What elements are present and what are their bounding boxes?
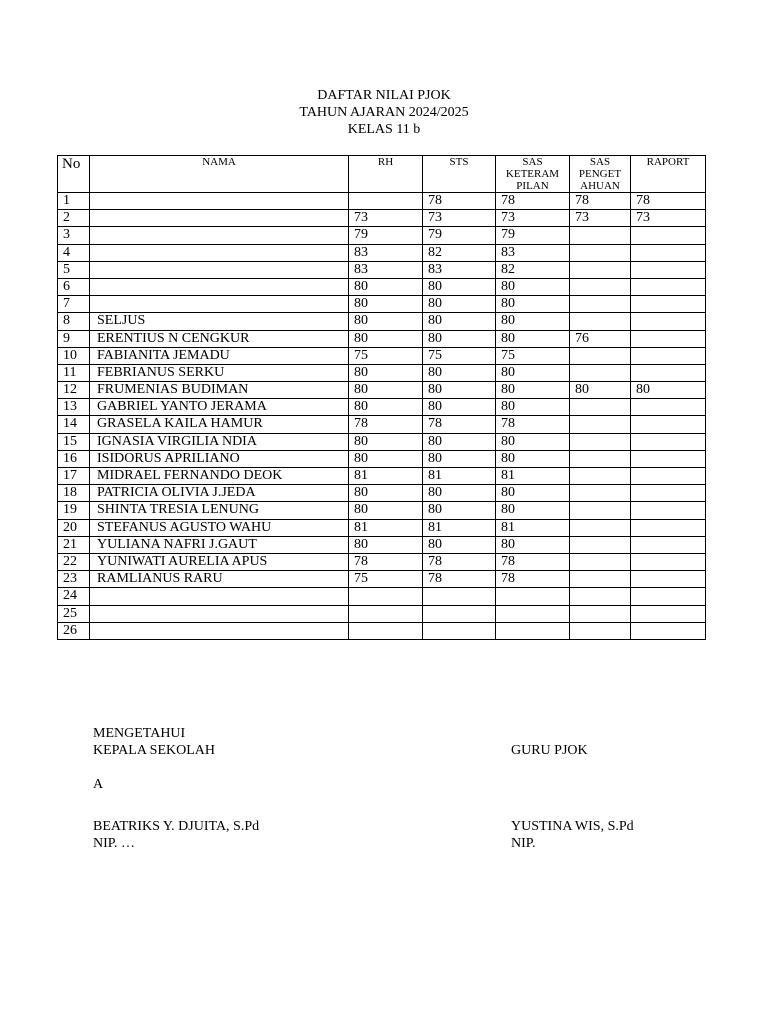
table-cell: 81 xyxy=(423,468,496,485)
table-cell: 80 xyxy=(349,330,423,347)
table-cell: PATRICIA OLIVIA J.JEDA xyxy=(90,485,349,502)
table-cell xyxy=(631,536,706,553)
table-cell: 24 xyxy=(58,588,90,605)
table-cell: 80 xyxy=(496,296,570,313)
table-row xyxy=(58,553,706,570)
table-cell: SELJUS xyxy=(90,313,349,330)
table-cell: 80 xyxy=(496,536,570,553)
column-header: No xyxy=(58,156,90,193)
table-cell: 83 xyxy=(349,261,423,278)
table-cell xyxy=(570,536,631,553)
table-cell: 80 xyxy=(423,296,496,313)
table-cell: 80 xyxy=(496,313,570,330)
table-cell xyxy=(423,622,496,639)
table-cell xyxy=(570,399,631,416)
table-cell: 81 xyxy=(423,519,496,536)
table-cell: 25 xyxy=(58,605,90,622)
table-cell: 80 xyxy=(496,450,570,467)
table-cell: 78 xyxy=(496,416,570,433)
table-cell xyxy=(631,261,706,278)
table-cell: 10 xyxy=(58,347,90,364)
table-cell: 73 xyxy=(496,210,570,227)
table-cell: ERENTIUS N CENGKUR xyxy=(90,330,349,347)
table-cell: 3 xyxy=(58,227,90,244)
table-cell: 81 xyxy=(349,468,423,485)
table-row xyxy=(58,382,706,399)
teacher-name: YUSTINA WIS, S.Pd xyxy=(511,819,634,834)
table-cell: 80 xyxy=(349,536,423,553)
table-cell: 73 xyxy=(631,210,706,227)
table-cell: 20 xyxy=(58,519,90,536)
table-cell: 80 xyxy=(496,433,570,450)
table-cell: 80 xyxy=(423,278,496,295)
table-cell xyxy=(90,244,349,261)
table-cell: 80 xyxy=(423,502,496,519)
table-cell: 12 xyxy=(58,382,90,399)
table-cell xyxy=(570,468,631,485)
table-cell xyxy=(570,227,631,244)
table-cell: 81 xyxy=(349,519,423,536)
table-cell xyxy=(631,553,706,570)
table-row xyxy=(58,468,706,485)
table-cell: 1 xyxy=(58,193,90,210)
table-cell: 80 xyxy=(423,364,496,381)
table-cell: 82 xyxy=(423,244,496,261)
signature-left xyxy=(93,725,259,852)
table-cell: 83 xyxy=(349,244,423,261)
table-cell: FRUMENIAS BUDIMAN xyxy=(90,382,349,399)
table-cell: 80 xyxy=(631,382,706,399)
table-cell xyxy=(90,296,349,313)
column-header: NAMA xyxy=(90,156,349,193)
table-cell xyxy=(631,571,706,588)
table-cell xyxy=(90,622,349,639)
table-cell: 80 xyxy=(423,399,496,416)
table-cell xyxy=(570,261,631,278)
table-cell: 17 xyxy=(58,468,90,485)
table-cell xyxy=(631,450,706,467)
table-cell: 80 xyxy=(496,399,570,416)
table-cell: 75 xyxy=(423,347,496,364)
table-cell: 78 xyxy=(496,193,570,210)
column-header: SAS PENGET AHUAN xyxy=(570,156,631,193)
table-cell: 80 xyxy=(496,382,570,399)
table-row xyxy=(58,502,706,519)
table-cell: GABRIEL YANTO JERAMA xyxy=(90,399,349,416)
principal-name: BEATRIKS Y. DJUITA, S.Pd xyxy=(93,819,260,834)
table-cell xyxy=(90,227,349,244)
table-row xyxy=(58,571,706,588)
table-cell xyxy=(349,193,423,210)
table-cell: 80 xyxy=(349,433,423,450)
table-row xyxy=(58,622,706,639)
table-cell: 78 xyxy=(423,571,496,588)
table-row xyxy=(58,261,706,278)
table-cell xyxy=(631,502,706,519)
table-row xyxy=(58,278,706,295)
table-cell xyxy=(631,622,706,639)
table-row xyxy=(58,244,706,261)
table-cell xyxy=(631,347,706,364)
principal-title: KEPALA SEKOLAH xyxy=(93,743,215,758)
table-cell: 75 xyxy=(349,571,423,588)
table-row xyxy=(58,330,706,347)
table-cell: 80 xyxy=(349,485,423,502)
acknowledged-label: MENGETAHUI xyxy=(93,726,186,741)
table-row xyxy=(58,347,706,364)
table-cell: FEBRIANUS SERKU xyxy=(90,364,349,381)
signature-mark: A xyxy=(93,777,104,792)
table-cell: 80 xyxy=(423,536,496,553)
table-cell xyxy=(570,588,631,605)
table-cell: 4 xyxy=(58,244,90,261)
table-cell: 83 xyxy=(496,244,570,261)
table-cell xyxy=(423,588,496,605)
table-cell: 82 xyxy=(496,261,570,278)
table-cell xyxy=(631,433,706,450)
table-row xyxy=(58,364,706,381)
table-cell: 79 xyxy=(496,227,570,244)
table-cell: 21 xyxy=(58,536,90,553)
table-row xyxy=(58,227,706,244)
table-cell xyxy=(90,278,349,295)
table-row xyxy=(58,416,706,433)
table-cell xyxy=(570,622,631,639)
table-cell: 9 xyxy=(58,330,90,347)
column-header: RAPORT xyxy=(631,156,706,193)
table-cell xyxy=(570,296,631,313)
table-cell: 73 xyxy=(570,210,631,227)
table-cell: 19 xyxy=(58,502,90,519)
table-cell: 18 xyxy=(58,485,90,502)
table-cell: 81 xyxy=(496,468,570,485)
grades-table xyxy=(57,155,706,640)
table-cell: 80 xyxy=(423,313,496,330)
table-cell xyxy=(631,416,706,433)
table-cell: 80 xyxy=(496,502,570,519)
table-cell xyxy=(349,588,423,605)
table-row xyxy=(58,296,706,313)
table-cell: 81 xyxy=(496,519,570,536)
table-cell xyxy=(570,485,631,502)
table-cell: 80 xyxy=(423,433,496,450)
table-cell: FABIANITA JEMADU xyxy=(90,347,349,364)
table-cell: 2 xyxy=(58,210,90,227)
table-cell xyxy=(570,416,631,433)
table-cell: 13 xyxy=(58,399,90,416)
table-row xyxy=(58,605,706,622)
table-cell xyxy=(570,347,631,364)
table-cell xyxy=(570,571,631,588)
table-cell: 15 xyxy=(58,433,90,450)
table-cell: 80 xyxy=(349,502,423,519)
table-cell xyxy=(631,278,706,295)
table-cell xyxy=(631,364,706,381)
table-cell xyxy=(570,278,631,295)
table-cell: 78 xyxy=(570,193,631,210)
table-cell: IGNASIA VIRGILIA NDIA xyxy=(90,433,349,450)
table-cell xyxy=(349,605,423,622)
table-cell xyxy=(570,313,631,330)
table-cell: 8 xyxy=(58,313,90,330)
table-cell xyxy=(631,313,706,330)
table-cell xyxy=(631,468,706,485)
table-cell xyxy=(631,485,706,502)
table-cell xyxy=(631,399,706,416)
table-row xyxy=(58,450,706,467)
document-header xyxy=(0,87,768,138)
table-cell: 80 xyxy=(496,330,570,347)
table-row xyxy=(58,485,706,502)
table-cell: 23 xyxy=(58,571,90,588)
table-row xyxy=(58,536,706,553)
table-row xyxy=(58,588,706,605)
table-cell xyxy=(90,605,349,622)
table-cell xyxy=(570,553,631,570)
table-cell: 78 xyxy=(496,553,570,570)
table-cell xyxy=(496,588,570,605)
table-row xyxy=(58,399,706,416)
table-cell: GRASELA KAILA HAMUR xyxy=(90,416,349,433)
table-cell: 80 xyxy=(423,485,496,502)
teacher-title: GURU PJOK xyxy=(511,743,588,758)
table-cell: 80 xyxy=(349,313,423,330)
table-cell: 83 xyxy=(423,261,496,278)
table-cell xyxy=(90,588,349,605)
signature-right xyxy=(511,742,634,852)
table-cell xyxy=(570,244,631,261)
table-cell xyxy=(631,227,706,244)
table-cell xyxy=(631,519,706,536)
table-cell: RAMLIANUS RARU xyxy=(90,571,349,588)
table-cell: 78 xyxy=(349,553,423,570)
table-cell: 80 xyxy=(496,278,570,295)
table-cell: 79 xyxy=(349,227,423,244)
table-cell: 78 xyxy=(496,571,570,588)
table-cell: 80 xyxy=(349,278,423,295)
academic-year: TAHUN AJARAN 2024/2025 xyxy=(299,105,469,120)
table-row xyxy=(58,193,706,210)
table-cell: 7 xyxy=(58,296,90,313)
table-cell: 73 xyxy=(349,210,423,227)
table-cell: 75 xyxy=(349,347,423,364)
table-cell: YUNIWATI AURELIA APUS xyxy=(90,553,349,570)
teacher-nip: NIP. xyxy=(511,836,536,851)
table-cell xyxy=(570,519,631,536)
table-cell: 79 xyxy=(423,227,496,244)
table-cell: MIDRAEL FERNANDO DEOK xyxy=(90,468,349,485)
table-row xyxy=(58,313,706,330)
table-cell: 26 xyxy=(58,622,90,639)
table-cell xyxy=(496,622,570,639)
table-cell: 78 xyxy=(349,416,423,433)
table-cell: YULIANA NAFRI J.GAUT xyxy=(90,536,349,553)
table-row xyxy=(58,210,706,227)
table-cell xyxy=(631,244,706,261)
table-cell: 80 xyxy=(349,382,423,399)
table-cell: 14 xyxy=(58,416,90,433)
class-label: KELAS 11 b xyxy=(347,122,421,137)
column-header: SAS KETERAM PILAN xyxy=(496,156,570,193)
table-cell xyxy=(90,193,349,210)
table-cell xyxy=(349,622,423,639)
table-cell: 73 xyxy=(423,210,496,227)
table-cell xyxy=(570,502,631,519)
table-cell: 78 xyxy=(423,416,496,433)
table-cell: 80 xyxy=(349,450,423,467)
table-cell xyxy=(570,605,631,622)
table-cell: 80 xyxy=(423,450,496,467)
table-cell: 75 xyxy=(496,347,570,364)
table-cell: SHINTA TRESIA LENUNG xyxy=(90,502,349,519)
table-cell: 80 xyxy=(423,330,496,347)
table-cell: 22 xyxy=(58,553,90,570)
table-cell: STEFANUS AGUSTO WAHU xyxy=(90,519,349,536)
table-cell: 80 xyxy=(496,364,570,381)
table-cell xyxy=(631,605,706,622)
table-cell: 16 xyxy=(58,450,90,467)
table-cell xyxy=(90,210,349,227)
table-cell: 6 xyxy=(58,278,90,295)
table-cell: 80 xyxy=(349,364,423,381)
table-cell xyxy=(631,330,706,347)
table-cell: 80 xyxy=(496,485,570,502)
table-cell: 11 xyxy=(58,364,90,381)
table-cell: 78 xyxy=(423,553,496,570)
table-row xyxy=(58,433,706,450)
table-header-row xyxy=(58,156,706,193)
table-cell xyxy=(90,261,349,278)
table-cell: 80 xyxy=(349,399,423,416)
principal-nip: NIP. … xyxy=(93,836,136,851)
table-cell: 80 xyxy=(423,382,496,399)
column-header: RH xyxy=(349,156,423,193)
document-title: DAFTAR NILAI PJOK xyxy=(317,88,451,103)
table-cell: 78 xyxy=(423,193,496,210)
column-header: STS xyxy=(423,156,496,193)
table-cell: 78 xyxy=(631,193,706,210)
table-cell xyxy=(631,588,706,605)
table-cell xyxy=(496,605,570,622)
table-body xyxy=(58,193,706,640)
table-cell xyxy=(570,450,631,467)
table-cell: 80 xyxy=(570,382,631,399)
table-cell: 5 xyxy=(58,261,90,278)
table-cell xyxy=(570,364,631,381)
table-cell xyxy=(631,296,706,313)
table-cell: 76 xyxy=(570,330,631,347)
table-row xyxy=(58,519,706,536)
table-cell: ISIDORUS APRILIANO xyxy=(90,450,349,467)
table-cell xyxy=(423,605,496,622)
table-cell: 80 xyxy=(349,296,423,313)
table-cell xyxy=(570,433,631,450)
